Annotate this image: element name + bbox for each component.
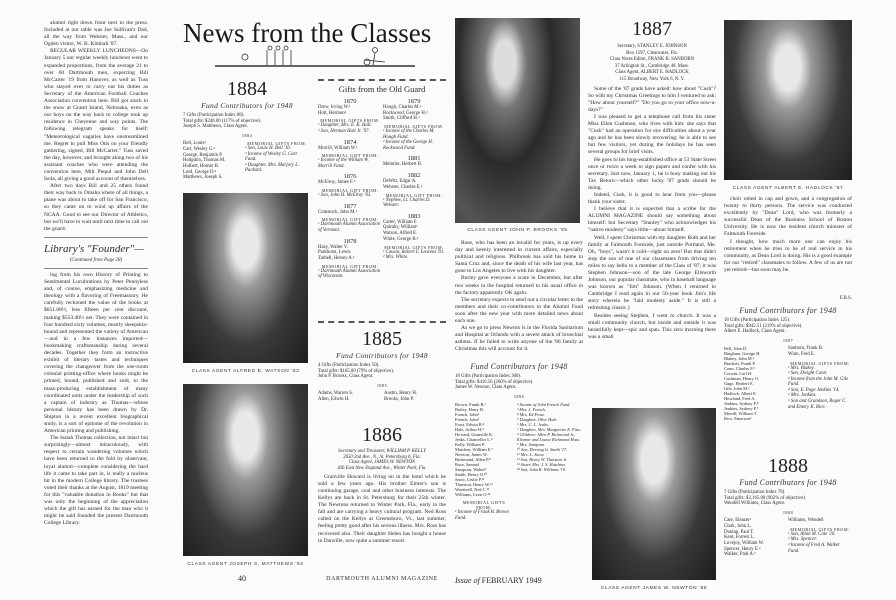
list-item: ² Mrs. Spencer. bbox=[788, 537, 817, 543]
portrait-photo-hadlock bbox=[724, 20, 852, 180]
list-item: Jenkins, Sydney F.⁴ bbox=[724, 401, 759, 407]
list-item: Butley, Harry B. bbox=[455, 407, 484, 413]
issue-month: FEBRUARY 1949 bbox=[481, 576, 542, 585]
class-year: 1879 bbox=[407, 98, 421, 105]
list-item: ⁹ Mrs. Sampson. bbox=[517, 442, 546, 448]
contributor-name: Parkhurst, Lewis bbox=[318, 250, 351, 256]
old-guard-title: Gifts from the Old Guard bbox=[338, 84, 426, 94]
signature: F.B.S. bbox=[839, 296, 852, 301]
memorial-heading: MEMORIAL GIFTS FROM: bbox=[384, 124, 444, 130]
divider bbox=[318, 79, 446, 81]
list-item: Thurston, Henry W.¹² bbox=[455, 482, 493, 488]
class-1886-notes-cont bbox=[455, 240, 583, 360]
list-item: ¹² Son, Henry W. Thurston Jr. bbox=[517, 457, 568, 463]
list-item: ¹ Son, Louis H. Bell '16. bbox=[245, 146, 291, 152]
list-item: ¹⁴ Son, John R. Williams '19. bbox=[517, 467, 567, 473]
list-item: Secretary and Treasurer, WILLIAM P. KELLY bbox=[338, 449, 426, 454]
list-item: ¹ Son, Allan M. Cate '20. bbox=[788, 531, 836, 537]
memorial-heading: MEMORIAL GIFTS FROM: bbox=[384, 244, 444, 250]
list-item: 18 Gifts (Participation Index 125). bbox=[724, 318, 791, 323]
list-item: Jenks, Chancellor L.⁶ bbox=[455, 437, 493, 443]
contributor-name: Webster, Charles E.¹ bbox=[383, 184, 423, 190]
divider bbox=[44, 268, 148, 269]
class-year-heading: 1887 bbox=[632, 18, 672, 40]
list-item: Smith, Henry O.¹⁰ bbox=[455, 472, 488, 478]
class-year: 1870 bbox=[343, 98, 357, 105]
paragraph: I believe that it is expected that a scribe for the ALUMNI MAGAZINE should say something about himself: but Secretary "Stanley" who acknowledges his "native modesty" says little—about himself. bbox=[588, 206, 716, 234]
memorial-heading: MEMORIAL GIFTS FROM: bbox=[320, 118, 380, 124]
old-guard-left-column bbox=[318, 98, 382, 284]
photo-caption: CLASS AGENT JOSEPH S. MATTHEWS '84 bbox=[187, 562, 304, 567]
class-officers bbox=[318, 449, 446, 472]
class-1884-section bbox=[183, 78, 311, 181]
fund-heading: Fund Contributors for 1948 bbox=[336, 351, 428, 360]
list-item: Walker, Paul A.³ bbox=[724, 552, 756, 558]
page-number: 40 bbox=[238, 574, 246, 583]
list-item: ⁸ Children: Allen P. Richmond Jr., Eleanor and Louise Richmond Huss. bbox=[517, 432, 581, 443]
list-item: Williams, Leon O.¹⁴ bbox=[455, 492, 491, 498]
memorial-list bbox=[455, 510, 513, 521]
photo-caption: CLASS AGENT ALFRED E. WATSON '83 bbox=[191, 369, 300, 374]
paragraph: I thought, how much more one can enjoy his retirement when he tries to be of real service in his community, as Dean Lord is doing. His is a good example for our "retired" classmates to follow. A few of us are not yet retired—but soon may be. bbox=[724, 238, 852, 273]
list-item: Lord, George D.³ bbox=[183, 169, 217, 175]
paragraph: Indeed, Cush, it is good to hear from you—please thank your sister. bbox=[588, 191, 716, 206]
list-item: Hale, Arthur H.⁵ bbox=[455, 427, 484, 433]
memorial-item: ² Mrs. White. bbox=[383, 255, 409, 261]
list-item: French, John³ bbox=[455, 417, 479, 423]
sub-year: 1885 bbox=[376, 383, 388, 389]
list-item: Lovejoy, William W. bbox=[724, 540, 764, 546]
list-item: Matthews, Joseph S. bbox=[183, 175, 223, 181]
class-year-group bbox=[383, 172, 445, 209]
list-item: Matchen, William E.⁷ bbox=[455, 447, 494, 453]
list-item: Total gifts: $165.00 (79% of objective). bbox=[318, 368, 394, 374]
old-guard-right-column bbox=[383, 98, 445, 265]
list-item: ⁴ Son, E. Page Jenkins '14. bbox=[788, 387, 840, 393]
list-item: Total gifts: $416.56 (260% of objective). bbox=[455, 379, 534, 385]
contributor-name: Comstock, John M.¹ bbox=[318, 209, 358, 215]
contributor-name: Tarbell, Hersey A.¹ bbox=[318, 256, 355, 262]
class-year-heading: 1886 bbox=[362, 424, 402, 446]
class-1887-fund bbox=[724, 306, 852, 421]
list-item: ³ Income from the John M. Gile Fund. bbox=[788, 376, 849, 388]
list-item: Joseph S. Matthews, Class Agent. bbox=[183, 124, 248, 130]
text-block bbox=[588, 86, 716, 341]
class-officers bbox=[588, 44, 716, 84]
list-item: Wardwell, Ned C.¹³ bbox=[455, 487, 490, 493]
class-year: 1877 bbox=[343, 202, 357, 210]
memorial-list bbox=[245, 146, 309, 174]
fund-stats bbox=[724, 318, 852, 335]
class-year-heading: 1888 bbox=[768, 455, 808, 477]
photo-caption: CLASS AGENT JOHN P. BROOKS '85 bbox=[467, 228, 568, 233]
list-item: Bingham, George H. bbox=[724, 351, 761, 357]
class-notes-column bbox=[44, 20, 148, 232]
class-year: 1874 bbox=[343, 138, 357, 146]
paragraph: The Isaiah Thomas collection, not intact but surprisingly—almost miraculously, with respect to certain wandering volumes which have been returned to the fold by observant, loyal alumni—complete considering the hard life it came to take part in, is really a nucleus bit in the modern College library. The trustees voted their thanks at the August, 1819 meeting for this "valuable donation in Books" but that was only the beginning of the appreciation which the gift has earned for the man who it might be said founded the present Dartmouth College Library. bbox=[44, 435, 148, 527]
class-year-group bbox=[318, 139, 382, 170]
list-item: ³ Mrs. J. French. bbox=[517, 407, 546, 413]
list-item: Sampson, Walter⁹ bbox=[455, 467, 487, 473]
list-item: Bell, John D. bbox=[724, 346, 748, 352]
header-illustration bbox=[215, 40, 415, 70]
memorial-list bbox=[788, 532, 852, 554]
list-item: Kelly, William P. bbox=[455, 442, 485, 448]
contributor-list bbox=[183, 141, 241, 181]
list-item: Frost, Edwin B.⁴ bbox=[455, 422, 485, 428]
class-year-group bbox=[383, 155, 445, 168]
list-item: Clark, John L. bbox=[724, 523, 752, 529]
paragraph: He goes to his long-established office at 53 State Street once or twice a week to sign papers and confer with his secretary. Just now, January 1, he is busy making out his Tax Return—which other lucky '87 grads should be doing. bbox=[588, 156, 716, 191]
portrait-photo-newton bbox=[592, 408, 716, 580]
list-item: Wendell Williams, Class Agent. bbox=[724, 501, 786, 507]
class-1888-section bbox=[724, 455, 852, 558]
class-year: 1882 bbox=[407, 172, 421, 180]
contributor-name: Hough, Charles M.¹ bbox=[383, 105, 422, 110]
text-block bbox=[724, 196, 852, 274]
class-1886-section bbox=[318, 424, 446, 545]
list-item: James W. Newton, Class Agent. bbox=[455, 385, 517, 391]
list-item: Winn, Fred E. bbox=[788, 351, 815, 357]
fund-stats bbox=[183, 113, 311, 130]
memorial-heading: MEMORIAL GIFTS FROM: bbox=[462, 500, 506, 511]
portrait-photo-matthews bbox=[183, 384, 308, 556]
list-item: Brackett, Frank P. bbox=[724, 361, 756, 367]
list-item: 7 Gifts (Participation Index 78). bbox=[724, 490, 786, 495]
list-item: ³ Daughter, Mrs. Marjory L. Packard. bbox=[245, 162, 300, 174]
class-1885-section bbox=[318, 328, 446, 403]
list-item: Total gifts: $2,165.00 (902% of objective). bbox=[724, 495, 806, 501]
contributor-name: Hazy, Walter V. bbox=[318, 244, 348, 250]
class-1887-section bbox=[588, 18, 716, 404]
contributor-name: Smith, Clifford H.³ bbox=[383, 116, 420, 122]
list-item: Rice, Emerson⁶ bbox=[724, 416, 752, 422]
list-item: Secretary, STANLEY E. JOHNSON bbox=[617, 44, 687, 49]
list-item: ⁵ Mrs. Jenkins. bbox=[788, 393, 817, 399]
photo-caption: CLASS AGENT JAMES W. NEWTON '86 bbox=[600, 586, 708, 591]
list-item: ³ Income of Fred A. Walker Fund. bbox=[788, 543, 840, 554]
list-item: Hadlock, Albert E. bbox=[724, 391, 757, 397]
contributor-name: Holt, Hermon² bbox=[318, 110, 347, 116]
list-item: 436 East New England Ave., Winter Park, Fla. bbox=[337, 466, 427, 472]
class-year-group bbox=[318, 203, 382, 234]
memorial-item: ² Income of the George H. Rockwood Fund. bbox=[383, 140, 434, 151]
class-year: 1878 bbox=[343, 237, 357, 245]
list-item: Albert E. Hadlock, Class Agent. bbox=[724, 329, 786, 335]
list-item: Sanborn, Frank B. bbox=[788, 346, 824, 352]
list-item: Corwin, Carl H. bbox=[724, 371, 753, 377]
list-item: Jenkins, Sydney F.⁵ bbox=[724, 406, 759, 412]
class-1886-fund bbox=[455, 362, 583, 521]
issue-line bbox=[455, 576, 542, 585]
fund-heading: Fund Contributors for 1948 bbox=[201, 101, 293, 110]
paragraph: As we go to press Newton is in the Florida Sanitarium and Hospital at Orlando with a severe attack of bronchial asthma. If he failed to write anyone of the '86 family at Christmas this will account for it. bbox=[455, 325, 583, 353]
list-item: Bell, Louis¹ bbox=[183, 141, 206, 147]
list-item: Cate, Eleazer¹ bbox=[724, 518, 752, 524]
memorial-heading: MEMORIAL GIFT FROM: bbox=[321, 263, 379, 269]
sub-year: 1888 bbox=[782, 510, 794, 516]
divider bbox=[318, 321, 446, 323]
list-item: ⁶ Son and Grandson, Roger C. and Emory K. Rice. bbox=[788, 399, 847, 410]
contributor-name: Rockwood, George H.² bbox=[383, 110, 428, 116]
list-item: George, Benjamin P. bbox=[183, 152, 223, 158]
paragraph: Burley gave everyone a scare in December, but after two weeks in the hospital returned to his usual office in the factory apparently OK again. bbox=[455, 275, 583, 296]
paragraph: Besides seeing Stephen, I went to church. It was a small community church, but inside and outside it was beautifully kept—spic and span. This zero morning there was a small bbox=[588, 312, 716, 340]
contributor-list bbox=[318, 391, 378, 402]
divider bbox=[44, 237, 148, 238]
class-year-group bbox=[318, 238, 382, 280]
memorial-list bbox=[517, 402, 583, 521]
list-item: ² Income of John French Fund. bbox=[517, 402, 571, 408]
paragraph: REGULAR WEEKLY LUNCHEONS—On January 5 our regular weekly luncheon went to expanded proportions, from the average 21 to over 60 Dartmouth men, expecting Bill McCarter '19 from Hanover, as well as Tuss who stayed over to carry out his duties as Secretary of the American Football Coaches Association convention here. Bill got stuck in the snow at Grand Island, Nebraska, even as our boys on the way back to college took up residence in Cheyenne and way points. The following telegram speaks for itself: "Meteorological vagaries have unstreamlined me. Regret to pull Miss Otis on your friendly gathering, signed, Bill McCarter." Tuss saved the day, however, and brought along two of his assistant coaches who were attending the convention here, Milt Piepul and John Dell Isola, all giving a good account of themselves. bbox=[44, 48, 148, 183]
paragraph: ing from his own History of Printing to Sentimental Lucubrations by Peter Pennyless and, of course, emphasizing medicine and theology with a flavoring of Freemasonry. He carefully reckoned the value of the books at $651.08½, less fifteen per cent discount, making $553.40½ net. They were contained in four hundred sixty volumes, mostly sheepskin-bound and represented the variety of American—and in a few instances imported— bookmaking craftsmanship during several decades. Together they form an instructive exhibit of literary tastes and techniques covering the changeover from the one-room colonial printing-office where books might be printed, bound, published and sold, to the mass-producing establishment of many coordinated units under the leadership of such a captain of industry as Thomas—whose personal history has been drawn by Dr. Shipton in a recent excellent biographical study, is a sort of epitome of the revolution in American printing and publishing. bbox=[44, 272, 148, 435]
class-year-heading: 1885 bbox=[362, 328, 402, 350]
list-item: ¹⁰ Son, Deering G. Smith '17. bbox=[517, 447, 568, 453]
list-item: ¹ Mrs. Blakey. bbox=[788, 365, 815, 371]
fund-stats bbox=[318, 363, 446, 380]
contributor-name: DeWitt, Edgar A. bbox=[383, 179, 417, 185]
portrait-photo-brooks bbox=[455, 18, 580, 223]
paragraph: choir robed in cap and gown, and a congregation of twenty to thirty persons. The service was conducted excellently by "Dean" Lord, who was formerly a successful Dean of the Business School of Boston University. He is now the resident church minister of Falmouth Foreside. bbox=[724, 196, 852, 238]
photo-caption: CLASS AGENT ALBERT E. HADLOCK '87 bbox=[732, 186, 844, 191]
list-item: 4 Gifts (Participation Index 50). bbox=[318, 363, 380, 368]
contributor-list bbox=[724, 518, 784, 558]
list-item: Allen, Edwin H. bbox=[318, 396, 350, 402]
page-number: 41 bbox=[658, 573, 666, 582]
memorial-item: ¹ Income of the William W. Morrill Fund. bbox=[318, 158, 369, 169]
list-item: Snow, Leslie P.¹¹ bbox=[455, 477, 485, 483]
list-item: Merrill, William T. bbox=[724, 411, 758, 417]
contributor-list bbox=[788, 346, 852, 357]
memorial-item: ¹ Dartmouth Alumni Association of Vermont. bbox=[318, 222, 381, 234]
list-item: 18 Gifts (Participation Index 300). bbox=[455, 374, 522, 379]
class-year-group bbox=[383, 98, 445, 151]
list-item: 2650 2nd Ave., N., St. Petersburg 6, Fla. bbox=[343, 454, 421, 460]
paragraph: After two days Bill and 25 others found their way back to Omaha where of all things, a plane was about to take off for San Francisco, so they came on to wind up affairs of the NCAA. Good to see our Director of Athletics, but we'll have to wait until next time to call out the guard. bbox=[44, 183, 148, 232]
list-item: ¹³ Sister, Mrs. J. S. Hutchins. bbox=[517, 462, 567, 468]
memorial-heading: MEMORIAL GIFT FROM: bbox=[321, 217, 379, 223]
list-item: 37 Arlington St., Cambridge 40, Mass. bbox=[614, 63, 690, 69]
list-item: Newton, James W. bbox=[455, 452, 488, 458]
article-continued-note: (Continued from Page 28) bbox=[69, 258, 123, 263]
list-item: Blakey, John M.¹ bbox=[724, 356, 755, 362]
memorial-heading: MEMORIAL GIFTS FROM: bbox=[247, 141, 307, 147]
contributor-name: Watson, Alfred E. bbox=[383, 231, 418, 237]
list-item: 115 Broadway, New York 6, N. Y. bbox=[619, 76, 685, 82]
list-item: Hulbert, Homer B. bbox=[183, 163, 219, 169]
memorial-heading: MEMORIAL GIFTS FROM: bbox=[790, 526, 850, 532]
list-item: 7 Gifts (Participation Index 88). bbox=[183, 113, 245, 118]
text-block bbox=[44, 20, 148, 233]
list-item: Rose, Samuel bbox=[455, 462, 480, 468]
class-year: 1881 bbox=[407, 155, 421, 163]
article-body bbox=[44, 272, 148, 582]
list-item: Hodgdon, Thomas M. bbox=[183, 158, 226, 164]
memorial-heading: MEMORIAL GIFTS FROM: bbox=[790, 360, 850, 366]
sub-year: 1886 bbox=[513, 394, 525, 400]
list-item: Brooks, John P. bbox=[384, 396, 414, 402]
memorial-item: ¹ Income of the Charles M. Hough Fund. bbox=[383, 129, 435, 140]
list-item: Box 1597, Clearwater, Fla. bbox=[626, 50, 678, 56]
list-item: French, John² bbox=[455, 412, 479, 418]
memorial-list bbox=[788, 366, 852, 411]
contributor-name: McElroy, James F.¹ bbox=[318, 180, 355, 186]
article-title: Library's "Founder"— bbox=[44, 243, 144, 255]
list-item: Class Notes Editor, FRANK B. SANBORN bbox=[609, 57, 695, 63]
list-item: ⁷ Daughter, Mrs. Marguerite E. Fitts. bbox=[517, 427, 581, 433]
list-item: Class Agent, JAMES W. NEWTON bbox=[348, 460, 416, 466]
contributor-name: Quimby, William¹ bbox=[383, 225, 418, 231]
list-item: Richmond, Allen P.⁸ bbox=[455, 457, 491, 463]
class-year-group bbox=[383, 213, 445, 261]
class-year: 1876 bbox=[343, 173, 357, 181]
paragraph: Well, I spent Christmas with my daughter Ruth and her family at Falmouth Foreside, just outside Portland, Me. Oh, "boys", wasn't it cold—right on zero! But that didn't stop the son of one of our classmates from driving ten miles to say hello to a member of the Class of '87; it was Stephen Johnson—son of the late George Ellsworth Johnson, our popular classmate, who in baseball language was known as "Jim" Johnson. (When I returned to Cambridge I read again in our 50-year book Jim's life story wherein he "laid modesty aside." It is still a refreshing classic.) bbox=[588, 234, 716, 312]
magazine-footer: DARTMOUTH ALUMNI MAGAZINE bbox=[326, 576, 438, 582]
contributor-list bbox=[455, 402, 513, 497]
list-item: ¹ Income of Frank B. Brown Fund. bbox=[455, 510, 509, 521]
contributor-list bbox=[788, 518, 852, 524]
contributor-list bbox=[724, 346, 784, 421]
paragraph: Some of the '87 grads have asked: how about "Cush"? So with my Christmas Greetings to him I ventured to ask: "How about yourself?" "Do you go to your office now-a-days?" bbox=[588, 85, 716, 113]
contributor-name: Carter, William F. bbox=[383, 219, 418, 225]
section-header-title: News from the Classes bbox=[183, 18, 432, 48]
list-item: Adams, Warren S. bbox=[318, 391, 353, 397]
paragraph: Rose, who has been an invalid for years, is up every day and keenly interested in current affairs, especially political and religious. Philbrook has sold his home in Santa Cruz and, since the death of his wife last year, has gone to Los Angeles to live with his daughter. bbox=[455, 240, 583, 275]
memorial-heading: MEMORIAL GIFT FROM: bbox=[321, 188, 379, 194]
fund-heading: Fund Contributors for 1948 bbox=[470, 362, 568, 371]
class-year-group bbox=[318, 173, 382, 198]
contributor-name: Morrill, William W.¹ bbox=[318, 145, 358, 151]
list-item: ² Son, Dwight Conn. bbox=[788, 371, 828, 377]
memorial-heading: MEMORIAL GIFT FROM: bbox=[385, 192, 443, 198]
list-item: Austin, Henry H. bbox=[384, 391, 418, 397]
list-item: ⁵ Daughter, Olive Hale. bbox=[517, 417, 558, 423]
list-item: Brown, Frank B.¹ bbox=[455, 402, 486, 408]
list-item: Gage, Herbert E. bbox=[724, 381, 754, 387]
fund-stats bbox=[455, 374, 583, 391]
class-notes-body-cont bbox=[724, 196, 852, 294]
text-block bbox=[455, 240, 583, 354]
class-notes-body bbox=[588, 86, 716, 404]
class-year: 1883 bbox=[407, 212, 421, 220]
paragraph: The secretary expects to send out a circular letter to the members and their co-contributors to the Alumni Fund soon after the new year with more detailed news about each one. bbox=[455, 296, 583, 325]
contributor-list bbox=[384, 391, 417, 402]
list-item: Howland, Fred A. bbox=[724, 396, 756, 402]
list-item: Carr, Wesley G.² bbox=[183, 146, 215, 152]
list-item: Williams, Wendell bbox=[788, 518, 824, 524]
memorial-heading: MEMORIAL GIFT FROM: bbox=[321, 153, 379, 159]
list-item: Howard, Granville K. bbox=[455, 432, 494, 438]
contributor-name: Drew, Irving W.¹ bbox=[318, 105, 351, 110]
list-item: Total gifts: $942.51 (219% of objective). bbox=[724, 323, 803, 329]
class-year-heading: 1884 bbox=[227, 78, 267, 100]
list-item: ¹¹ Mrs. L. Snow. bbox=[517, 452, 545, 458]
list-item: Dunlap, Paul T. bbox=[724, 529, 754, 535]
contributor-name: Melntire, Herbert B. bbox=[383, 162, 423, 168]
memorial-item: ¹ Nephew, Lt. Charles D. Webster. bbox=[383, 197, 431, 209]
list-item: ² Income of Wesley G. Carr Fund. bbox=[245, 151, 298, 163]
list-item: Gile, John M.³ bbox=[724, 386, 750, 392]
memorial-item: ¹ Dartmouth Alumni Association of Wisconsin. bbox=[318, 268, 381, 280]
list-item: Kent, Forrest L. bbox=[724, 535, 755, 541]
paragraph: alumni right down front next to the press. Included at our table was Joe Sullivan's Dad, all the way from Webster, Mass., and our Ogden visitor, W. B. Kimball '07. bbox=[44, 20, 148, 48]
list-item: Cushman, Henry O. bbox=[724, 376, 760, 382]
issue-prefix: Issue of bbox=[455, 576, 480, 585]
fund-stats bbox=[724, 490, 852, 507]
list-item: Class Agent, ALBERT E. HADLOCK bbox=[615, 70, 689, 76]
list-item: ⁶ Mrs. C. L. Jenks. bbox=[517, 422, 549, 428]
list-item: Conn, Charles F.² bbox=[724, 366, 755, 372]
list-item: John P. Brooks, Class Agent. bbox=[318, 374, 374, 380]
class-notes-paragraph: Granville Howard is living on in the hotel which he sold a few years ago. His brother Elmer's son is continuing garage, coal and other business interests. The Kellys are back in St. Petersburg for their 25th winter. The Newtons returned to Winter Park, Fla., early in the fall and are carrying a heavy cultural program. Ned Ross called on the Kellys at Greensboro, Vt., last summer, feeling pretty good after his serious illness. Mrs. Ross has recovered also. Their daughter Helen has bought a house in Danville, now quite a summer resort. bbox=[318, 473, 446, 544]
fund-heading: Fund Contributors for 1948 bbox=[739, 478, 837, 487]
list-item: ⁴ Mrs. Ed Frost. bbox=[517, 412, 545, 418]
sub-year: 1887 bbox=[782, 338, 794, 344]
memorial-item: ¹ Cousin, Robert F. Leavens '01. bbox=[383, 249, 445, 255]
portrait-photo-watson bbox=[183, 193, 308, 363]
sub-year: 1884 bbox=[241, 133, 253, 139]
list-item: Total gifts: $246.00 (117% of objective). bbox=[183, 118, 262, 124]
memorial-item: ¹ Daughter, Mrs. E. K. Hall. bbox=[318, 123, 372, 129]
fund-heading: Fund Contributors for 1948 bbox=[739, 306, 837, 315]
contributor-name: White, George B.² bbox=[383, 236, 419, 242]
memorial-item: ² Son, Herman Holt Jr. '97. bbox=[318, 129, 370, 134]
paragraph: I was pleased to get a telephone call from his sister Miss Ellen Cushman, who lives with him: she says that "Cush" had an operation for eye difficulties about a year ago and he has been slowly recovering: he is able to see but few visitors, yet during the holidays he has seen several groups for brief visits. bbox=[588, 113, 716, 156]
class-year-group bbox=[318, 98, 382, 135]
text-block bbox=[44, 272, 148, 527]
memorial-item: ¹ Son, John H. McElroy '03. bbox=[318, 193, 372, 199]
list-item: Spencer, Henry E.² bbox=[724, 546, 761, 552]
